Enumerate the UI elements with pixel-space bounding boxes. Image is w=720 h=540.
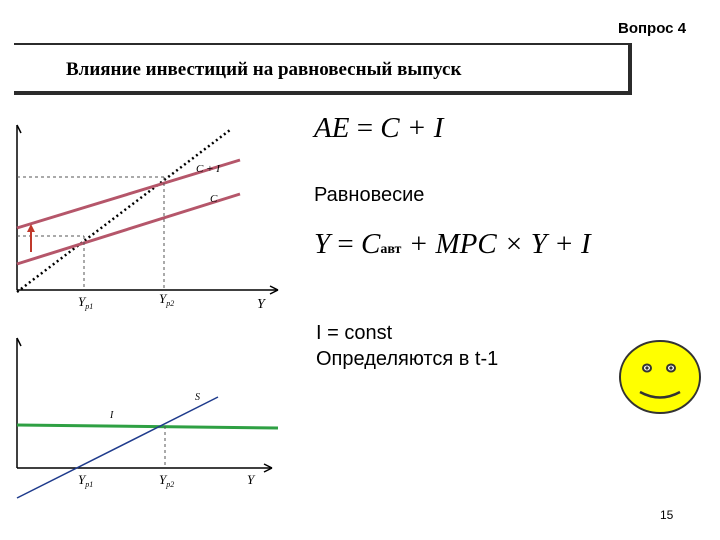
page-number: 15 xyxy=(660,508,674,522)
smiley-left-pupil xyxy=(645,366,648,369)
formula-y-sub: авт xyxy=(380,242,402,257)
bottom-x-axis-label: Y xyxy=(247,472,255,487)
top-graph xyxy=(0,110,300,320)
top-x-axis-label: Y xyxy=(257,297,265,312)
equilibrium-label: Равновесие xyxy=(314,184,425,206)
formula-y-rest: + MPC × Y + I xyxy=(408,228,591,260)
invest-period-text: Определяются в t-1 xyxy=(316,348,499,370)
question-label: Вопрос 4 xyxy=(618,20,687,37)
invest-const-text: I = const xyxy=(316,322,393,344)
c-line xyxy=(17,194,240,264)
s-line xyxy=(17,397,218,498)
i-label: I xyxy=(110,410,114,421)
i-line xyxy=(17,425,278,428)
slide-title: Влияние инвестиций на равновесный выпуск xyxy=(66,59,462,80)
bottom-yp1-label: $Y_{p1}$ xyxy=(78,472,94,489)
formula-y-lhs: Y xyxy=(314,228,331,260)
formula-ae-lhs: AE xyxy=(314,112,350,144)
top-yp2-label: $Y_{p2}$ xyxy=(159,291,175,308)
smiley-face xyxy=(620,341,700,413)
forty-five-degree-line xyxy=(17,130,230,292)
c-label: C xyxy=(210,193,218,205)
formula-y-c: C xyxy=(361,228,381,260)
formula-ae xyxy=(314,112,443,145)
formula-y xyxy=(314,228,591,261)
formula-ae-rhs: C + I xyxy=(380,112,444,144)
smiley-right-pupil xyxy=(669,366,672,369)
formula-y-eq: = xyxy=(337,228,354,260)
c-plus-i-label: C + I xyxy=(196,163,220,175)
title-box xyxy=(14,43,632,95)
top-yp1-label: $Y_{p1}$ xyxy=(78,294,94,311)
bottom-yp2-label: $Y_{p2}$ xyxy=(159,472,175,489)
bottom-graph xyxy=(0,330,300,505)
formula-ae-eq: = xyxy=(356,112,374,144)
s-label: S xyxy=(195,392,200,403)
smiley-icon xyxy=(616,337,704,417)
